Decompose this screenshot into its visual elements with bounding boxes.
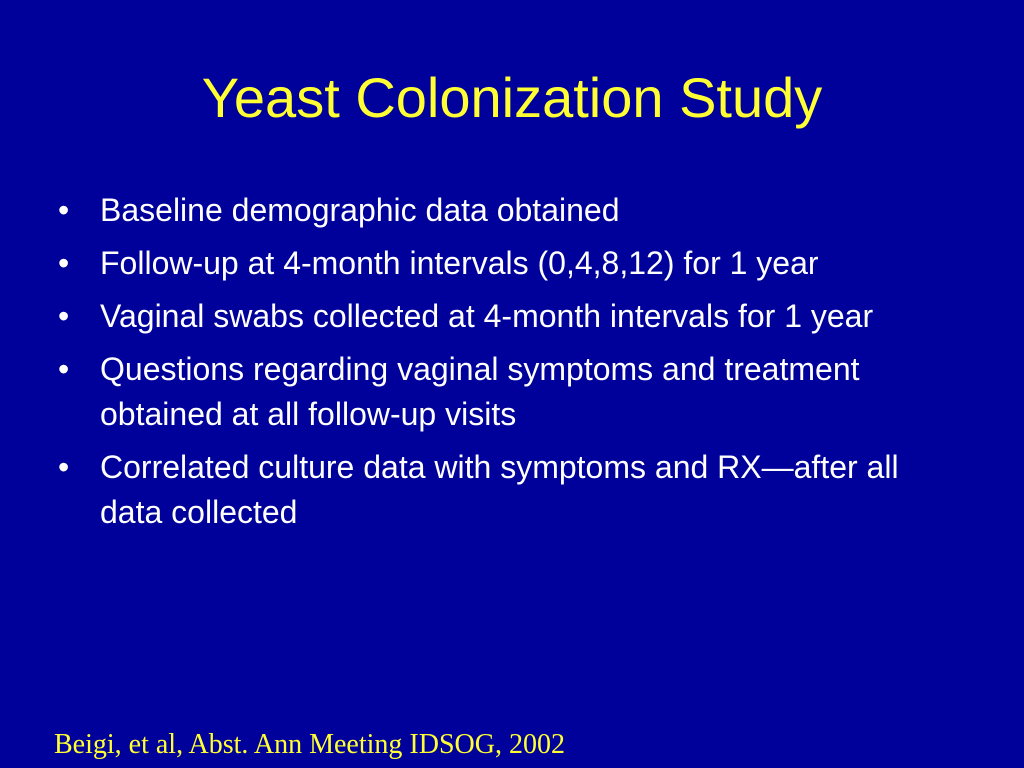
- bullet-text: Baseline demographic data obtained: [100, 192, 620, 228]
- bullet-dot-icon: •: [58, 192, 70, 228]
- bullet-list: [58, 188, 958, 543]
- bullet-text: Follow-up at 4-month intervals (0,4,8,12) for 1 year: [100, 245, 819, 281]
- bullet-dot-icon: •: [58, 351, 70, 387]
- bullet-text: Correlated culture data with symptoms and RX—after all data collected: [100, 449, 899, 530]
- slide-title: Yeast Colonization Study: [201, 66, 823, 129]
- bullet-dot-icon: •: [58, 298, 70, 334]
- bullet-item: [58, 188, 958, 233]
- bullet-text: Questions regarding vaginal symptoms and treatment obtained at all follow-up visits: [100, 351, 860, 432]
- citation-footer: Beigi, et al, Abst. Ann Meeting IDSOG, 2002: [54, 729, 565, 760]
- bullet-text: Vaginal swabs collected at 4-month intervals for 1 year: [100, 298, 874, 334]
- bullet-dot-icon: •: [58, 449, 70, 485]
- bullet-dot-icon: •: [58, 245, 70, 281]
- bullet-item: [58, 241, 958, 286]
- bullet-item: [58, 445, 958, 535]
- bullet-item: [58, 294, 958, 339]
- bullet-item: [58, 347, 958, 437]
